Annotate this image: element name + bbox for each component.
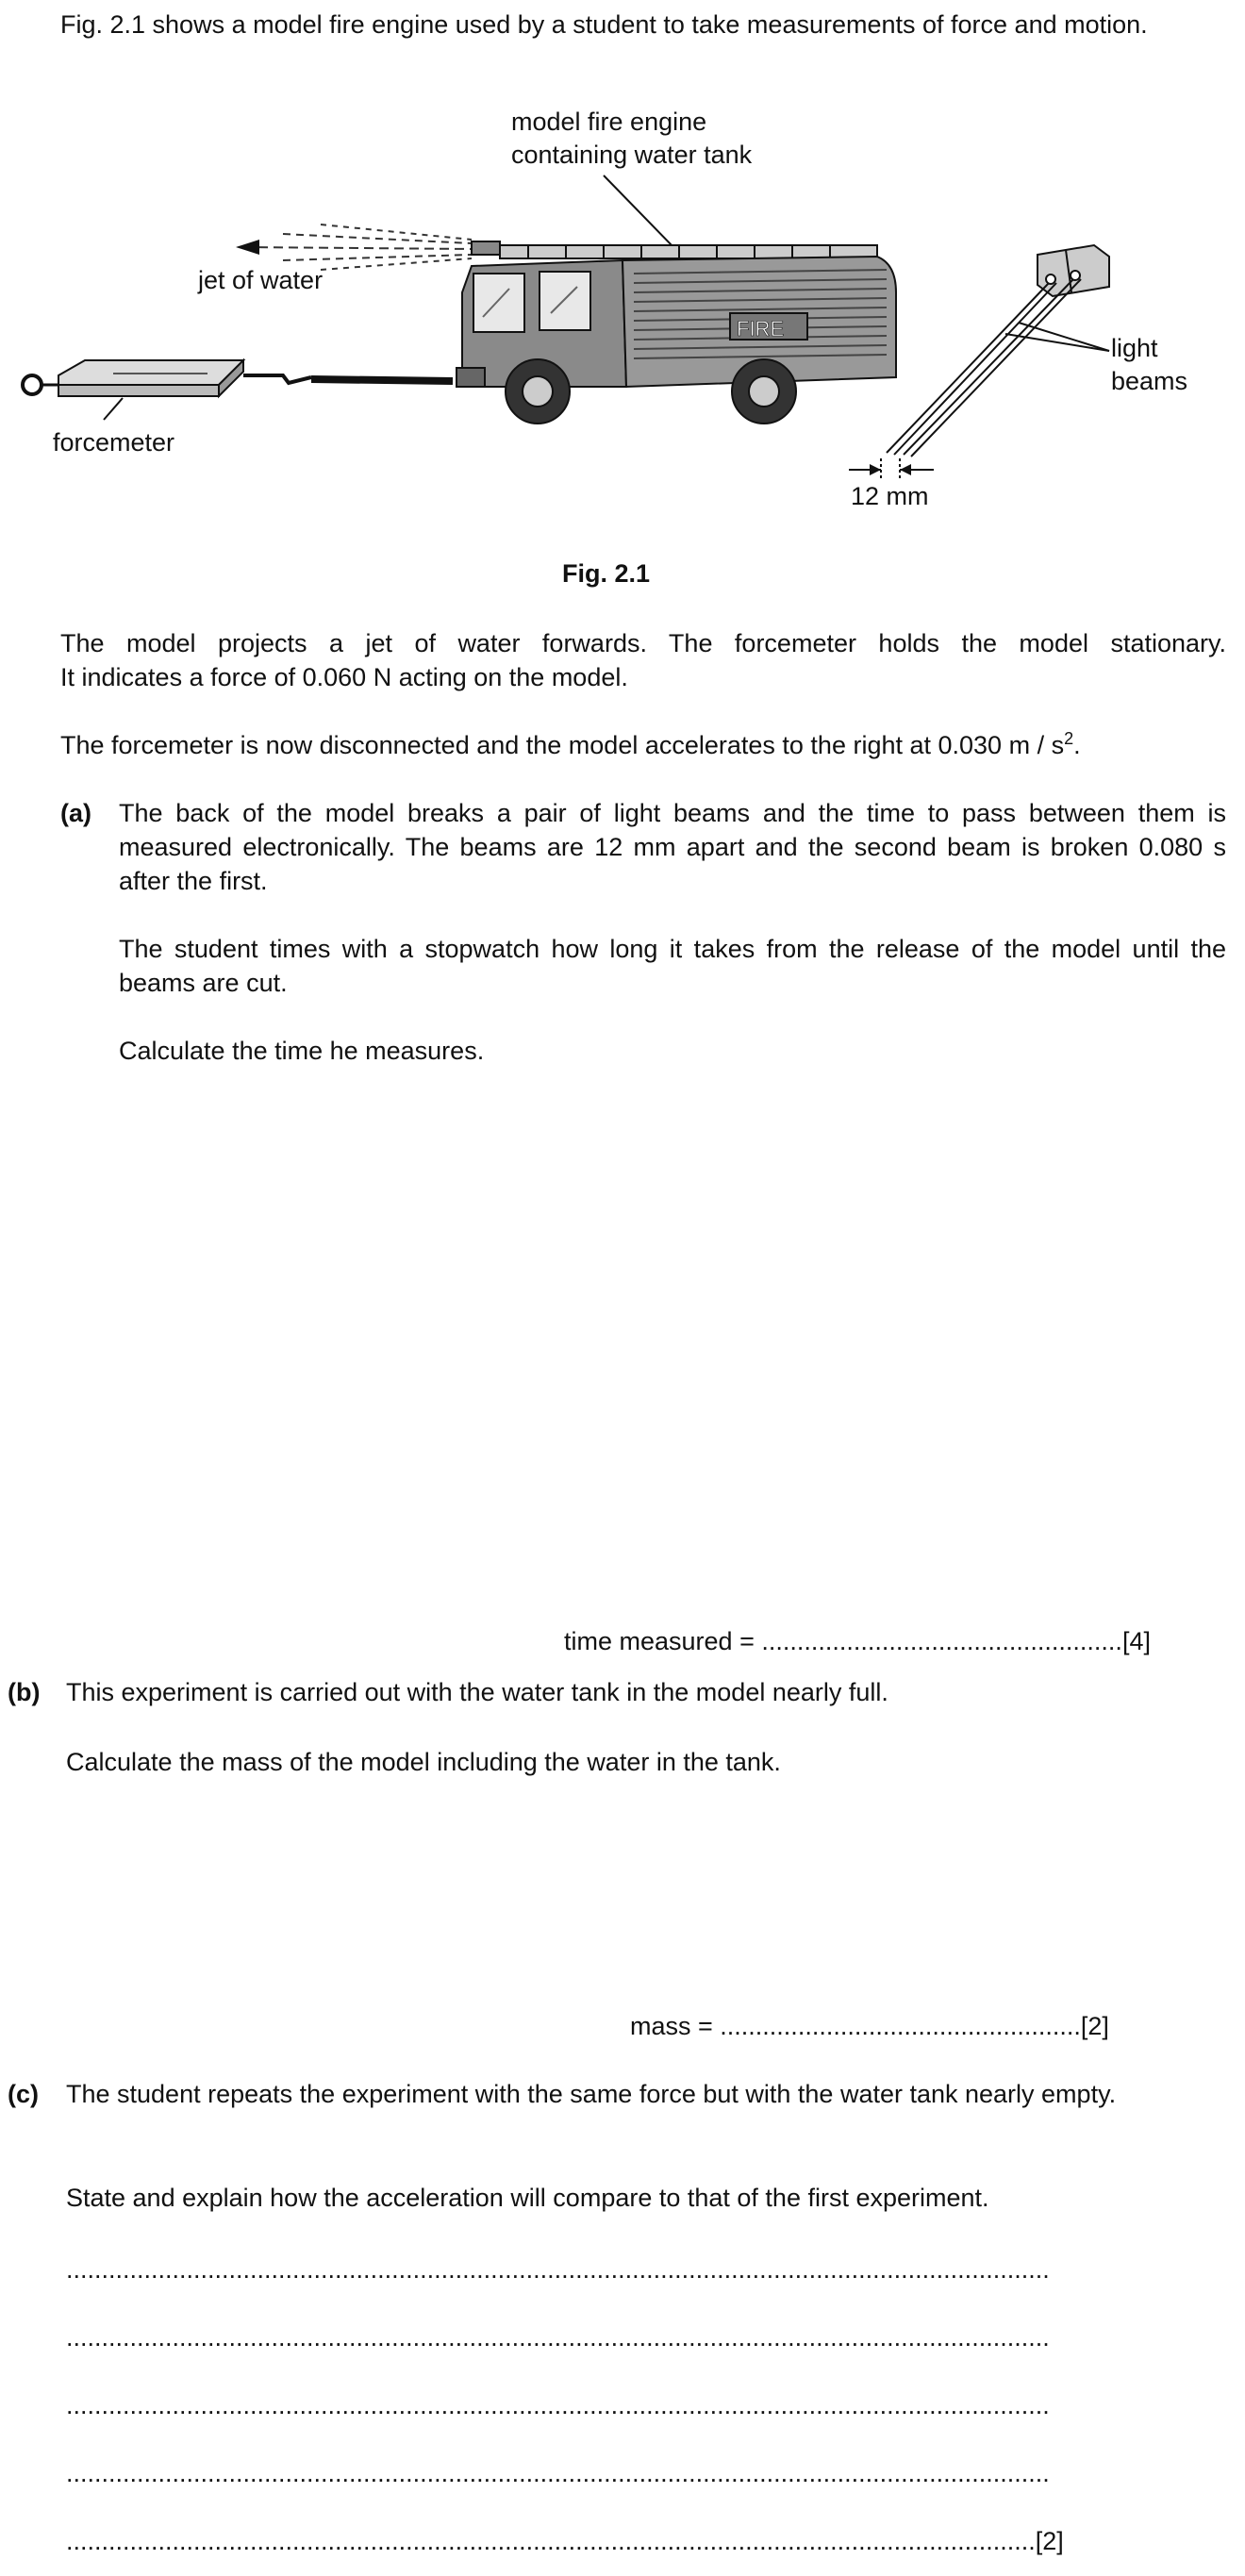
gap-dimension — [849, 458, 934, 479]
label-gap: 12 mm — [851, 482, 929, 510]
part-c-line-2[interactable]: ........................................................................................................................................... — [66, 2323, 1050, 2352]
label-light: light — [1111, 334, 1158, 362]
part-a-answer-field[interactable]: ................................................... — [761, 1627, 1122, 1655]
forcemeter — [23, 360, 453, 396]
part-c-line-5-field[interactable]: ......................................................................................................................................... — [66, 2527, 1036, 2555]
part-c-text1: The student repeats the experiment with the same force but with the water tank nearly empty. — [66, 2080, 1117, 2108]
part-a-text1: The back of the model breaks a pair of light beams and the time to pass between them is measured electronically. The beams are 12 mm apart and the second beam is broken 0.080 s after the first. — [119, 799, 1226, 895]
part-a-text3: Calculate the time he measures. — [119, 1037, 485, 1065]
part-b-answer-field[interactable]: ................................................... — [720, 2012, 1081, 2040]
label-engine-line1: model fire engine — [511, 108, 707, 136]
para1-line2: It indicates a force of 0.060 N acting on the model. — [60, 663, 628, 691]
intro-text: Fig. 2.1 shows a model fire engine used by a student to take measurements of force and motion. — [60, 10, 1148, 39]
part-c-line-3[interactable]: ........................................................................................................................................... — [66, 2391, 1050, 2419]
part-b-marks: [2] — [1080, 2012, 1109, 2040]
para2-sup: 2 — [1064, 729, 1074, 748]
part-a-marks: [4] — [1121, 1627, 1151, 1655]
water-jet — [243, 224, 472, 270]
part-c-line-5 — [66, 2524, 1064, 2558]
part-a-answer — [564, 1624, 1151, 1658]
beams-pointer — [1019, 323, 1109, 351]
forcemeter-pointer — [104, 398, 123, 420]
part-b-text2: Calculate the mass of the model including the water in the tank. — [66, 1748, 781, 1776]
para1-line1: The model projects a jet of water forwards. The forcemeter holds the model stationary. — [60, 629, 1226, 657]
label-jet: jet of water — [198, 266, 324, 294]
part-a-label: (a) — [60, 799, 91, 827]
part-c-marks: [2] — [1035, 2527, 1064, 2555]
label-beams: beams — [1111, 367, 1188, 395]
part-b-text1: This experiment is carried out with the water tank in the model nearly full. — [66, 1678, 888, 1706]
para2 — [60, 728, 1226, 762]
part-b-answer — [630, 2009, 1109, 2043]
figure-caption: Fig. 2.1 — [562, 559, 651, 588]
para2-main: The forcemeter is now disconnected and the model accelerates to the right at 0.030 m / s — [60, 731, 1065, 759]
fire-engine-body — [456, 241, 896, 424]
label-engine-line2: containing water tank — [511, 141, 753, 169]
fire-engine-figure — [0, 104, 1245, 519]
part-c-line-1[interactable]: ........................................................................................................................................... — [66, 2255, 1050, 2284]
jet-arrowhead — [236, 240, 259, 255]
part-c-line-4[interactable]: ........................................................................................................................................... — [66, 2459, 1050, 2487]
fire-sign: FIRE — [737, 317, 785, 341]
part-b-answer-label: mass = — [630, 2012, 713, 2040]
part-c-label: (c) — [8, 2080, 39, 2108]
label-forcemeter: forcemeter — [53, 428, 175, 457]
part-a-text2: The student times with a stopwatch how long it takes from the release of the model until the beams are cut. — [119, 935, 1226, 997]
para2-end: . — [1073, 731, 1081, 759]
light-gates — [887, 245, 1109, 457]
part-c-text2: State and explain how the acceleration will compare to that of the first experiment. — [66, 2184, 989, 2212]
part-a-answer-label: time measured = — [564, 1627, 755, 1655]
part-b-label: (b) — [8, 1678, 41, 1706]
